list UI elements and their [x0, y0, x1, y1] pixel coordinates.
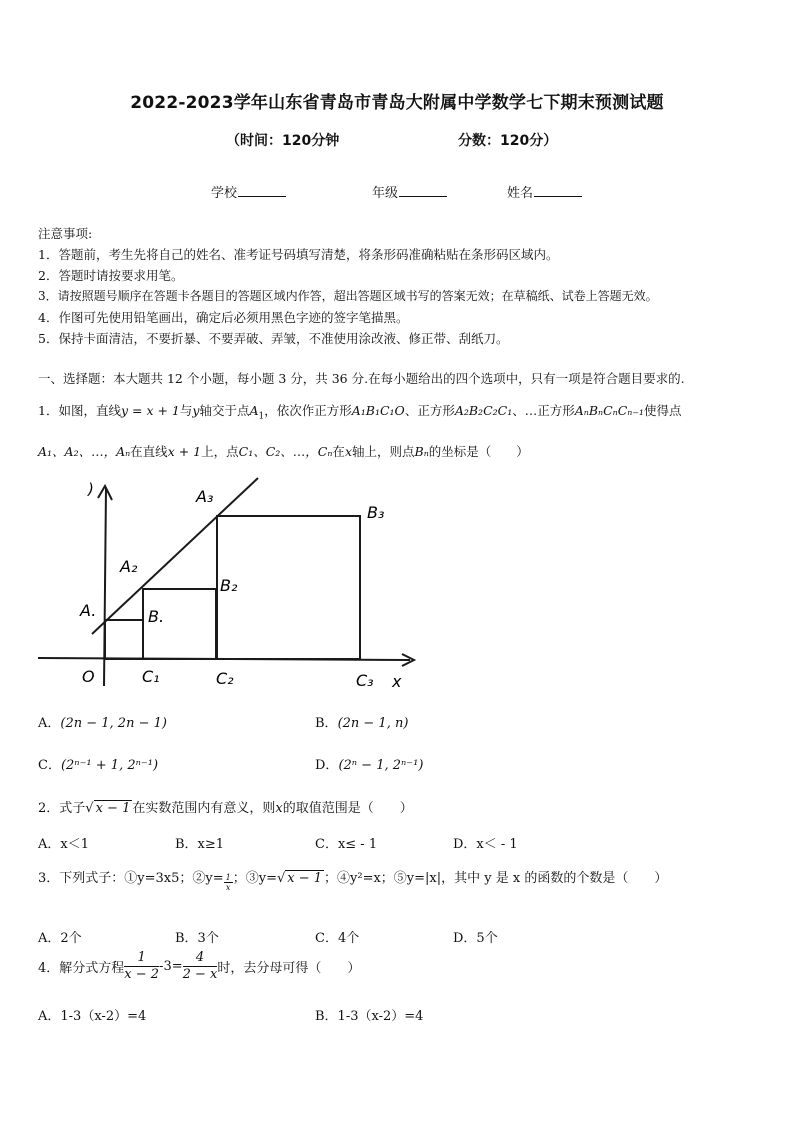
- label-origin: O: [82, 667, 95, 686]
- question-1-line-2: A₁、A₂、…，Aₙ在直线x + 1上，点C₁、C₂、…，Cₙ在x轴上，则点Bₙ的坐标是（ ）: [38, 444, 529, 459]
- line-y-eq-x-plus-1: [92, 478, 258, 634]
- q3-option-a[interactable]: A．2个: [38, 931, 82, 946]
- name-field[interactable]: [507, 182, 582, 201]
- label-b3: B₃: [367, 503, 385, 522]
- label-c2: C₂: [216, 669, 234, 688]
- fraction: $\frac{4}{2 - x}$: [182, 950, 218, 982]
- q4-option-a[interactable]: A．1-3（x-2）=4: [38, 1009, 147, 1024]
- q3-option-d[interactable]: D．5个: [453, 931, 498, 946]
- notice-item: 3．请按照题号顺序在答题卡各题目的答题区域内作答，超出答题区域书写的答案无效；在草稿纸、试卷上答题无效。: [38, 289, 658, 303]
- q2-option-a[interactable]: A．x＜1: [38, 837, 89, 852]
- label-c1: C₁: [142, 667, 160, 686]
- q3-option-b[interactable]: B．3个: [175, 931, 219, 946]
- school-label: 学校: [211, 186, 238, 201]
- fraction: $\frac{1}{x - 2}$: [124, 950, 160, 982]
- name-label: 姓名: [507, 186, 534, 201]
- question-1-line-1: 1．如图，直线y = x + 1与y轴交于点$A_1$，依次作正方形A₁B₁C₁O、正方形A₂B₂C₂C₁、…正方形AₙBₙCₙCₙ₋₁使得点: [38, 403, 682, 422]
- grade-blank[interactable]: [399, 184, 447, 197]
- label-c3: C₃: [356, 671, 374, 690]
- y-axis-label: ): [88, 480, 94, 498]
- school-blank[interactable]: [238, 184, 286, 197]
- label-a2: A₂: [120, 557, 138, 576]
- squares-figure: [38, 476, 428, 698]
- question-3: 3．下列式子：①y=3x5；②y= $\frac{1}{x}$ ；③y=√ x − 1 ；④y²=x；⑤y=|x|，其中 y 是 x 的函数的个数是（ ）: [38, 871, 668, 892]
- q3-option-c[interactable]: C．4个: [315, 931, 360, 946]
- notice-item: 5．保持卡面清洁，不要折暴、不要弄破、弄皱，不准使用涂改液、修正带、刮纸刀。: [38, 331, 509, 346]
- notice-item: 2．答题时请按要求用笔。: [38, 268, 184, 283]
- question-4: 4．解分式方程 $\frac{1}{x - 2}$ -3= $\frac{4}{2 - x}$ 时，去分母可得（ ）: [38, 950, 361, 982]
- q1-option-c[interactable]: C．(2ⁿ⁻¹ + 1, 2ⁿ⁻¹): [38, 758, 159, 773]
- q2-option-c[interactable]: C．x≤ - 1: [315, 837, 378, 852]
- notice-item: 4．作图可先使用铅笔画出，确定后必须用黑色字迹的签字笔描黑。: [38, 310, 409, 325]
- notice-item: 1．答题前，考生先将自己的姓名、准考证号码填写清楚，将条形码准确粘贴在条形码区域内。: [38, 247, 559, 262]
- label-a1: A.: [80, 601, 97, 620]
- label-b1: B.: [148, 607, 165, 626]
- q1-option-d[interactable]: D．(2ⁿ − 1, 2ⁿ⁻¹): [315, 758, 424, 773]
- q2-option-b[interactable]: B．x≥1: [175, 837, 225, 852]
- page-title: 2022-2023学年山东省青岛市青岛大附属中学数学七下期末预测试题: [130, 93, 664, 113]
- q1-option-a[interactable]: A．(2n − 1, 2n − 1): [38, 716, 167, 731]
- name-blank[interactable]: [534, 184, 582, 197]
- question-2: 2．式子√ x − 1 在实数范围内有意义，则x的取值范围是（ ）: [38, 801, 413, 816]
- grade-field[interactable]: [372, 182, 447, 201]
- q4-option-b[interactable]: B．1-3（x-2）=4: [315, 1009, 424, 1024]
- school-field[interactable]: [211, 182, 286, 201]
- label-b2: B₂: [220, 576, 238, 595]
- q1-option-b[interactable]: B．(2n − 1, n): [315, 716, 409, 731]
- grade-label: 年级: [372, 186, 399, 201]
- square-1: [105, 620, 143, 659]
- exam-time: （时间：120分钟: [226, 133, 340, 149]
- label-a3: A₃: [196, 487, 214, 506]
- q2-option-d[interactable]: D．x＜ - 1: [453, 837, 518, 852]
- square-3: [217, 516, 360, 659]
- notice-heading: 注意事项:: [38, 226, 93, 241]
- x-axis-label: x: [392, 672, 402, 691]
- exam-score: 分数：120分）: [458, 133, 558, 149]
- section-heading: 一、选择题：本大题共 12 个小题，每小题 3 分，共 36 分.在每小题给出的四个选项中，只有一项是符合题目要求的.: [38, 371, 685, 386]
